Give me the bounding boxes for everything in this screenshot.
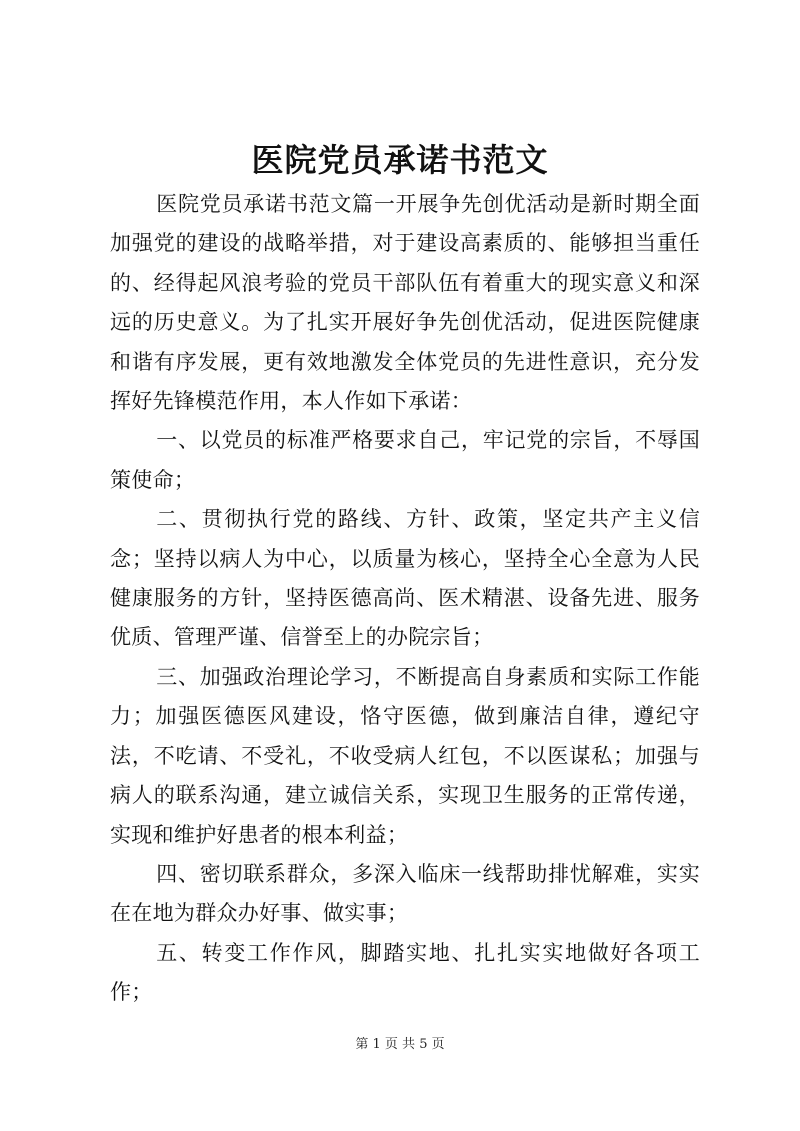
document-body (110, 185, 700, 1013)
paragraph-item-5: 五、转变工作作风，脚踏实地、扎扎实实地做好各项工作； (110, 940, 700, 1005)
paragraph-item-1: 一、以党员的标准严格要求自己，牢记党的宗旨，不辱国策使命； (110, 428, 700, 492)
paragraph-item-4: 四、密切联系群众，多深入临床一线帮助排忧解难，实实在在地为群众办好事、做实事； (110, 861, 700, 926)
paragraph-item-2: 二、贯彻执行党的路线、方针、政策，坚定共产主义信念；坚持以病人为中心，以质量为核心，坚持全心全意为人民健康服务的方针，坚持医德高尚、医术精湛、设备先进、服务优质、管理严谨、信誉至上的办院宗旨； (110, 507, 700, 650)
paragraph-intro: 医院党员承诺书范文篇一开展争先创优活动是新时期全面加强党的建设的战略举措，对于建设高素质的、能够担当重任的、经得起风浪考验的党员干部队伍有着重大的现实意义和深远的历史意义。为了扎实开展好争先创优活动，促进医院健康和谐有序发展，更有效地激发全体党员的先进性意识，充分发挥好先锋模范作用，本人作如下承诺： (110, 192, 700, 414)
document-title: 医院党员承诺书范文 (251, 141, 549, 179)
paragraph-item-3: 三、加强政治理论学习，不断提高自身素质和实际工作能力；加强医德医风建设，恪守医德，做到廉洁自律，遵纪守法，不吃请、不受礼，不收受病人红包，不以医谋私；加强与病人的联系沟通，建立诚信关系，实现卫生服务的正常传递，实现和维护好患者的根本利益； (110, 664, 700, 847)
page-number-footer: 第 1 页 共 5 页 (355, 1037, 445, 1052)
